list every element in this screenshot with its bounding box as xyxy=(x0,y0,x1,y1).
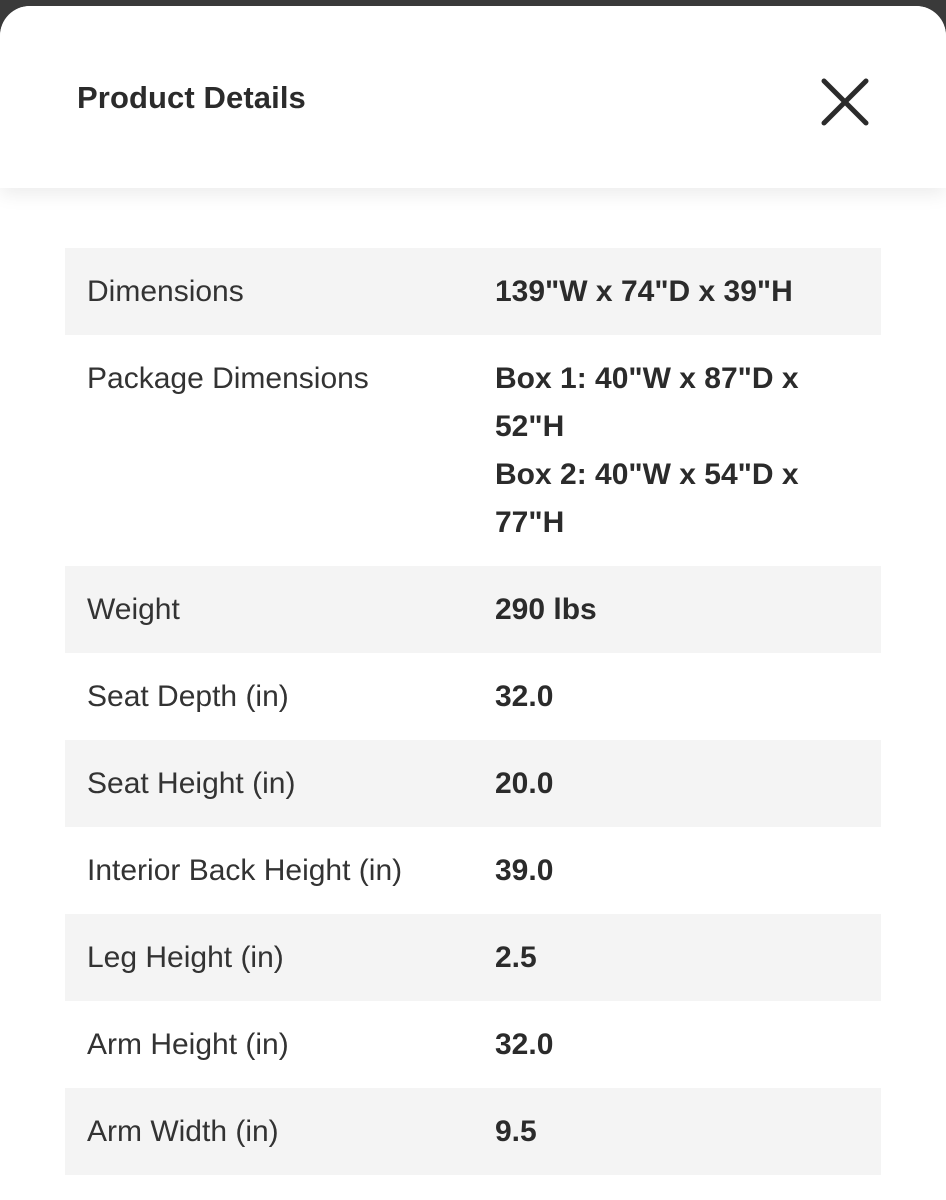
table-row-leg-height xyxy=(65,914,881,1001)
row-value: 32.0 xyxy=(495,680,554,713)
row-label: Leg Height (in) xyxy=(65,914,495,1001)
product-details-table xyxy=(65,248,881,1175)
row-value: 39.0 xyxy=(495,854,554,887)
row-label: Arm Width (in) xyxy=(65,1088,495,1175)
row-value: 20.0 xyxy=(495,740,881,827)
table-row-package-dimensions xyxy=(65,335,881,566)
row-label: Package Dimensions xyxy=(87,362,369,395)
row-label: Arm Height (in) xyxy=(87,1028,289,1061)
page-title: Product Details xyxy=(77,80,306,115)
row-value: 2.5 xyxy=(495,914,881,1001)
table-row-interior-back-height xyxy=(65,827,881,914)
row-label: Dimensions xyxy=(65,248,495,335)
table-row-arm-width xyxy=(65,1088,881,1175)
row-value: 9.5 xyxy=(495,1088,881,1175)
close-button[interactable] xyxy=(818,75,872,129)
table-row-seat-height xyxy=(65,740,881,827)
table-row-arm-height xyxy=(65,1001,881,1088)
table-row-dimensions xyxy=(65,248,881,335)
row-value xyxy=(495,335,881,566)
package-box-1: Box 1: 40"W x 87"D x 52"H xyxy=(495,362,799,443)
row-label: Interior Back Height (in) xyxy=(87,854,403,887)
close-icon xyxy=(818,75,872,129)
row-label: Seat Height (in) xyxy=(65,740,495,827)
row-label: Weight xyxy=(65,566,495,653)
row-value: 139"W x 74"D x 39"H xyxy=(495,248,881,335)
table-row-weight xyxy=(65,566,881,653)
row-label: Seat Depth (in) xyxy=(87,680,289,713)
product-details-sheet xyxy=(0,6,946,1200)
package-box-2: Box 2: 40"W x 54"D x 77"H xyxy=(495,458,799,539)
row-value: 32.0 xyxy=(495,1028,554,1061)
table-row-seat-depth xyxy=(65,653,881,740)
sheet-header xyxy=(0,6,946,188)
row-value: 290 lbs xyxy=(495,566,881,653)
